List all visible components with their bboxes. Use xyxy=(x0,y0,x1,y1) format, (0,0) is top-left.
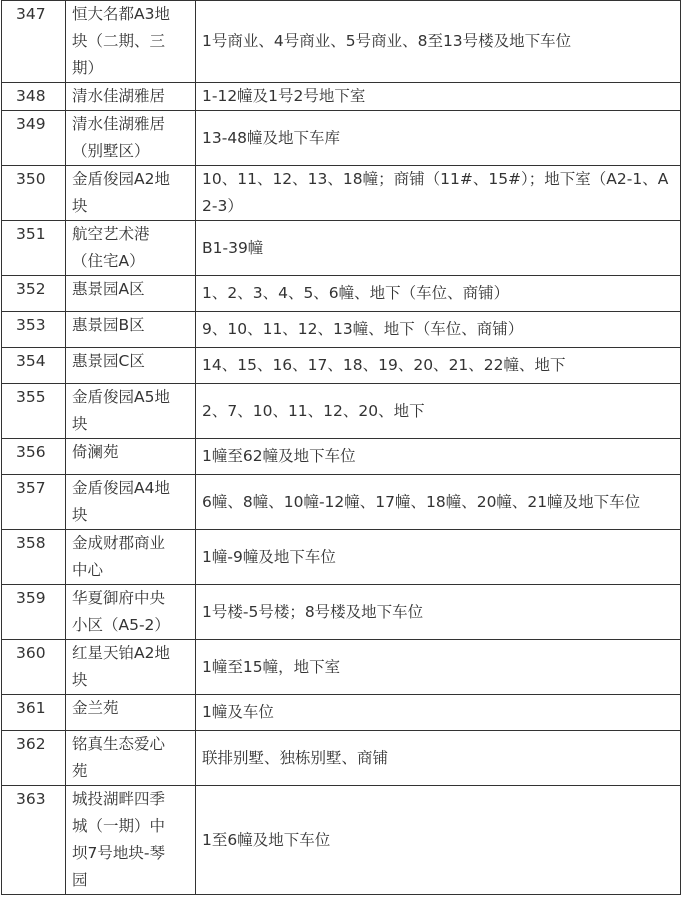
table-row xyxy=(2,1,681,83)
row-number-cell: 363 xyxy=(2,786,66,895)
project-name-line: 金兰苑 xyxy=(72,699,119,717)
project-name-line: 城（一期）中 xyxy=(72,817,166,835)
scope-description-cell: 13-48幢及地下车库 xyxy=(196,111,681,166)
project-name-line: 金成财郡商业 xyxy=(72,534,166,552)
row-number-cell: 357 xyxy=(2,475,66,530)
table-row xyxy=(2,530,681,585)
project-name-line: 苑 xyxy=(72,762,88,780)
row-number-cell: 349 xyxy=(2,111,66,166)
table-row xyxy=(2,312,681,348)
scope-description-cell: 1、2、3、4、5、6幢、地下（车位、商铺） xyxy=(196,276,681,312)
project-name-cell xyxy=(66,312,196,348)
scope-description-cell: B1-39幢 xyxy=(196,221,681,276)
project-table xyxy=(1,0,681,895)
scope-description-cell: 1号楼-5号楼；8号楼及地下车位 xyxy=(196,585,681,640)
project-name-line: 金盾俊园A5地 xyxy=(72,388,170,406)
table-row xyxy=(2,439,681,475)
scope-description-cell: 6幢、8幢、10幢-12幢、17幢、18幢、20幢、21幢及地下车位 xyxy=(196,475,681,530)
project-name-line: 期） xyxy=(72,59,104,77)
scope-description-cell: 2、7、10、11、12、20、地下 xyxy=(196,384,681,439)
project-name-cell xyxy=(66,475,196,530)
row-number-cell: 351 xyxy=(2,221,66,276)
project-name-cell xyxy=(66,111,196,166)
row-number-cell: 353 xyxy=(2,312,66,348)
table-row xyxy=(2,475,681,530)
project-name-line: 华夏御府中央 xyxy=(72,589,166,607)
project-name-cell xyxy=(66,276,196,312)
project-name-line: 金盾俊园A4地 xyxy=(72,479,170,497)
row-number-cell: 361 xyxy=(2,695,66,731)
table-row xyxy=(2,695,681,731)
table-row xyxy=(2,786,681,895)
scope-description-cell: 1-12幢及1号2号地下室 xyxy=(196,83,681,111)
project-name-line: 航空艺术港 xyxy=(72,225,150,243)
project-name-cell xyxy=(66,221,196,276)
table-row xyxy=(2,83,681,111)
project-name-cell xyxy=(66,83,196,111)
project-name-line: 惠景园A区 xyxy=(72,280,145,298)
project-name-cell xyxy=(66,640,196,695)
project-name-line: 城投湖畔四季 xyxy=(72,790,166,808)
project-name-line: 小区（A5-2） xyxy=(72,616,170,634)
project-name-cell xyxy=(66,585,196,640)
project-name-line: 中心 xyxy=(72,561,104,579)
table-row xyxy=(2,348,681,384)
project-name-line: （住宅A） xyxy=(72,252,145,270)
project-name-line: 恒大名都A3地 xyxy=(72,5,170,23)
project-name-line: 惠景园B区 xyxy=(72,316,145,334)
project-name-cell xyxy=(66,384,196,439)
project-name-line: 红星天铂A2地 xyxy=(72,644,170,662)
row-number-cell: 352 xyxy=(2,276,66,312)
table-row xyxy=(2,731,681,786)
project-name-cell xyxy=(66,731,196,786)
scope-description-cell: 联排别墅、独栋别墅、商铺 xyxy=(196,731,681,786)
project-name-cell xyxy=(66,786,196,895)
row-number-cell: 354 xyxy=(2,348,66,384)
row-number-cell: 358 xyxy=(2,530,66,585)
project-name-line: （别墅区） xyxy=(72,142,150,160)
project-name-cell xyxy=(66,439,196,475)
scope-description-cell: 14、15、16、17、18、19、20、21、22幢、地下 xyxy=(196,348,681,384)
project-name-line: 倚澜苑 xyxy=(72,443,119,461)
table-row xyxy=(2,276,681,312)
project-name-line: 惠景园C区 xyxy=(72,352,145,370)
project-name-cell xyxy=(66,530,196,585)
table-row xyxy=(2,111,681,166)
project-name-line: 坝7号地块-琴 xyxy=(72,844,165,862)
table-row xyxy=(2,221,681,276)
project-name-line: 块 xyxy=(72,671,88,689)
project-name-line: 清水佳湖雅居 xyxy=(72,87,166,105)
scope-description-cell: 1至6幢及地下车位 xyxy=(196,786,681,895)
project-name-line: 铭真生态爱心 xyxy=(72,735,166,753)
table-row xyxy=(2,166,681,221)
row-number-cell: 350 xyxy=(2,166,66,221)
scope-description-cell: 1幢至62幢及地下车位 xyxy=(196,439,681,475)
scope-description-cell: 1幢至15幢，地下室 xyxy=(196,640,681,695)
row-number-cell: 355 xyxy=(2,384,66,439)
project-name-cell xyxy=(66,695,196,731)
row-number-cell: 359 xyxy=(2,585,66,640)
table-row xyxy=(2,585,681,640)
row-number-cell: 347 xyxy=(2,1,66,83)
table-row xyxy=(2,640,681,695)
row-number-cell: 356 xyxy=(2,439,66,475)
project-name-line: 清水佳湖雅居 xyxy=(72,115,166,133)
project-name-line: 金盾俊园A2地 xyxy=(72,170,170,188)
table-row xyxy=(2,384,681,439)
project-name-line: 块 xyxy=(72,197,88,215)
project-name-line: 块 xyxy=(72,415,88,433)
scope-description-cell: 1号商业、4号商业、5号商业、8至13号楼及地下车位 xyxy=(196,1,681,83)
project-name-cell xyxy=(66,1,196,83)
scope-description-cell: 10、11、12、13、18幢；商铺（11#、15#）；地下室（A2-1、A2-3） xyxy=(196,166,681,221)
project-name-cell xyxy=(66,166,196,221)
row-number-cell: 348 xyxy=(2,83,66,111)
scope-description-cell: 1幢及车位 xyxy=(196,695,681,731)
table-body xyxy=(2,1,681,895)
project-name-cell xyxy=(66,348,196,384)
row-number-cell: 362 xyxy=(2,731,66,786)
project-name-line: 园 xyxy=(72,871,88,889)
row-number-cell: 360 xyxy=(2,640,66,695)
project-name-line: 块 xyxy=(72,506,88,524)
scope-description-cell: 1幢-9幢及地下车位 xyxy=(196,530,681,585)
project-name-line: 块（二期、三 xyxy=(72,32,166,50)
scope-description-cell: 9、10、11、12、13幢、地下（车位、商铺） xyxy=(196,312,681,348)
